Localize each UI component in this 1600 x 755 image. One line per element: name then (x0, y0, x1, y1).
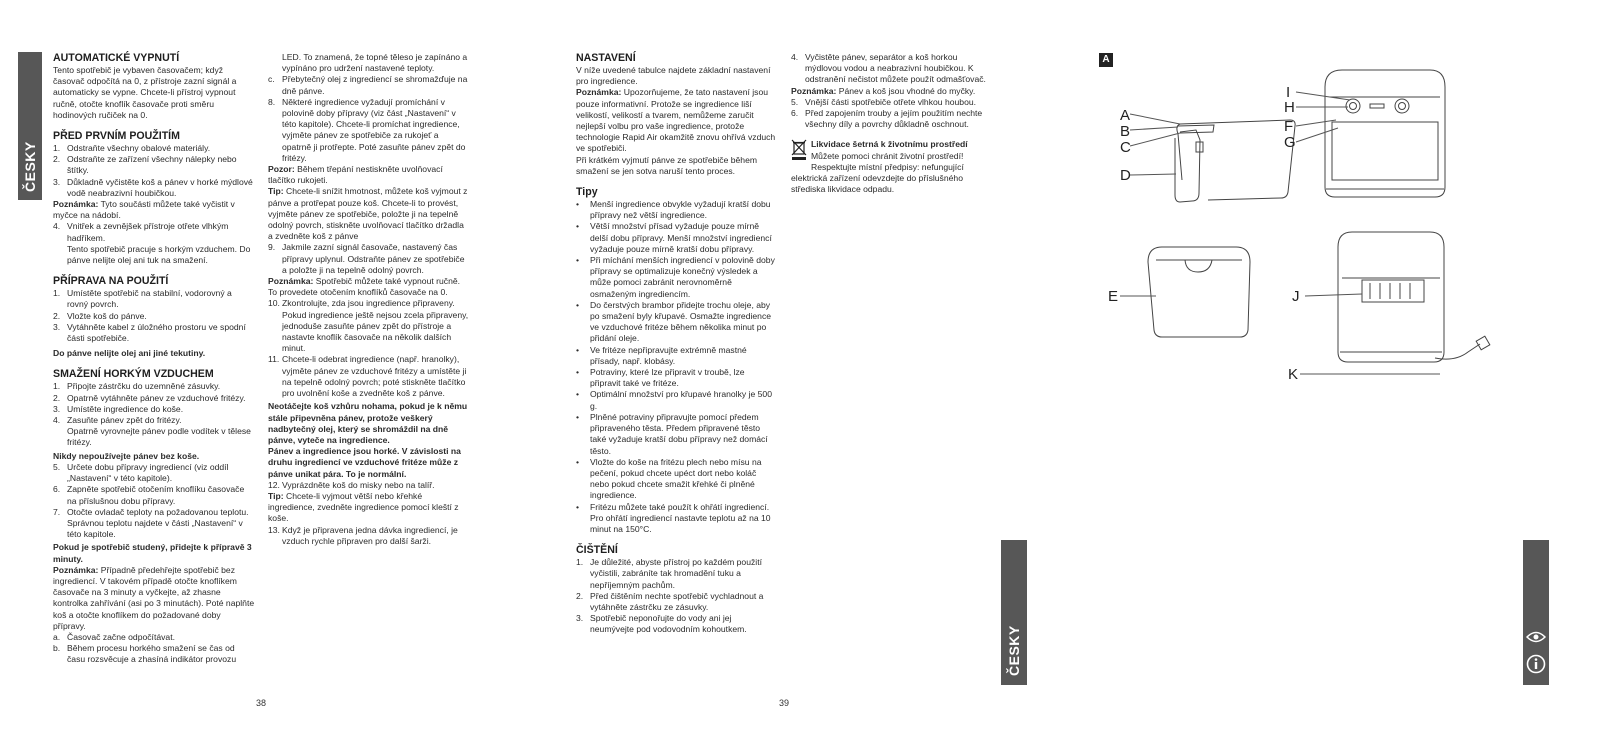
figure-label-h: H (1284, 99, 1295, 116)
page-number-left: 38 (256, 698, 267, 708)
figure-label-g: G (1284, 134, 1296, 151)
disposal-title: Likvidace šetrná k životnímu prostředí (811, 139, 968, 150)
note: Poznámka: Pánev a koš jsou vhodné do myčky. (791, 85, 976, 96)
wee-bin-icon (791, 139, 807, 161)
list-item: • Plněné potraviny připravujte pomocí předem připraveného těsta. Předem připravené těsto také vyžaduje kratší dobu přípravy než domácí těsto. (576, 411, 768, 456)
list-item: 9. Jakmile zazní signál časovače, nastavený čas přípravy uplynul. Odstraňte pánev ze spotřebiče a položte ji na tepelně odolný povrch. (268, 242, 465, 275)
cleaning-list (576, 557, 776, 635)
figure-label-d: D (1120, 167, 1131, 184)
figure-badge: A (1099, 53, 1113, 67)
tip-note: Tip: Chcete-li snížit hmotnost, můžete koš vyjmout z pánve a protřepat pouze koš. Chcete-li to provést, vyjměte pánev ze spotřebiče, položte ji na tepelně odolný povrch, stiskněte uvolňovací tlačítko držadla a zvedněte koš z pánve (268, 186, 468, 242)
before-first-use-list (53, 143, 255, 199)
tip-note: Tip: Chcete-li vyjmout větší nebo křehké ingredience, zvedněte ingredience pomocí kleští z koše. (268, 490, 459, 524)
warning-text: Nikdy nepoužívejte pánev bez koše. (53, 450, 200, 461)
list-item: • Do čerstvých brambor přidejte trochu oleje, aby po smažení byly křupavé. Osmažte ingredience ve vzduchové fritéze během několika minut po přidání oleje. (576, 299, 772, 344)
language-tab-label: ČESKY (1006, 625, 1022, 676)
list-item: 7. Otočte ovladač teploty na požadovanou teplotu. Správnou teplotu najdete v části „Nastavení“ v této kapitole. (53, 506, 249, 540)
list-item: 3. Důkladně vyčistěte koš a pánev v horké mýdlové vodě neabrazivní houbičkou. (53, 176, 253, 198)
column-1 (53, 52, 255, 666)
list-item: • Větší množství přísad vyžaduje pouze mírně delší dobu přípravy. Menší množství ingrediencí vyžaduje pouze mírně kratší dobu přípravy. (576, 221, 772, 254)
list-item: 1. Je důležité, abyste přístroj po každém použití vyčistili, zabráníte tak hromadění tuku a nepříjemným pachům. (576, 557, 762, 590)
disposal-text: Můžete pomoci chránit životní prostředí! (811, 150, 964, 161)
auto-off-text: Tento spotřebič je vybaven časovačem; když časovač odpočítá na 0, z přístroje zazní signál a automaticky se vypne. Chcete-li přístroj vypnout ručně, otočte knoflík časovače proti směru hodinových ručiček na 0. (53, 65, 237, 120)
fryer-drawing (1325, 70, 1445, 197)
list-item-continuation: LED. To znamená, že topné těleso je zapínáno a vypínáno pro udržení nastavené teploty. (282, 52, 468, 74)
list-item: 6. Zapněte spotřebič otočením knoflíku časovače na příslušnou dobu přípravy. (53, 484, 245, 506)
hot-air-frying-list (53, 381, 255, 426)
note: Poznámka: Případně předehřejte spotřebič bez ingrediencí. V takovém případě otočte knoflíkem časovače na 3 minuty a vyčkejte, až zhasne kontrolka zahřívání (asi po 3 minutách). Poté naplňte koš a otočte knoflíkem do požadované doby přípravy. (53, 564, 255, 631)
figure-label-e: E (1108, 288, 1119, 305)
warning-text: Neotáčejte koš vzhůru nohama, pokud je k němu stále připevněna pánev, protože veškerý nadbytečný olej, který se shromáždil na dně pánve, vyteče na ingredience. (268, 401, 468, 445)
settings-text: Při krátkém vyjmutí pánve ze spotřebiče během smažení se jen sotva naruší tento proces. (576, 154, 758, 176)
column-4 (791, 52, 991, 195)
language-tab-left (18, 52, 42, 200)
list-item: • Potraviny, které lze připravit v troubě, lze připravit také ve fritéze. (576, 367, 745, 389)
list-item: 1. Připojte zástrčku do uzemněné zásuvky. (53, 381, 221, 392)
hot-air-frying-list-2 (53, 462, 255, 540)
disposal-block (791, 139, 991, 195)
heading-preparation: PŘÍPRAVA NA POUŽITÍ (53, 275, 169, 288)
fryer-back-drawing (1338, 232, 1490, 362)
heading-tips: Tipy (576, 186, 598, 199)
language-tab-label: ČESKY (22, 141, 38, 192)
list-item: 2. Před čištěním nechte spotřebič vychladnout a vytáhněte zástrčku ze zásuvky. (576, 590, 764, 612)
list-item: • Ve fritéze nepřipravujte extrémně mastné přísady, např. klobásy. (576, 344, 747, 366)
note: Poznámka: Upozorňujeme, že tato nastavení jsou pouze informativní. Protože se ingredience liší velikostí, velikostí a tvarem, nemůžeme zaručit nejlepší volbu pro vaše ingredience, protože technologie Rapid Air okamžitě znovu ohřívá vzduch ve spotřebiči. (576, 87, 776, 154)
list-item: 2. Vložte koš do pánve. (53, 310, 147, 321)
preparation-list (53, 288, 255, 344)
list-item: 1. Odstraňte všechny obalové materiály. (53, 143, 211, 154)
list-item-continuation: Tento spotřebič pracuje s horkým vzduchem. Do pánve nelijte olej ani tuk na smažení. (67, 243, 251, 266)
note: Poznámka: Tyto součásti můžete také vyčistit v myčce na nádobí. (53, 199, 235, 221)
list-item-continuation: Opatrně vyrovnejte pánev podle vodítek v tělese fritézy. (67, 426, 251, 448)
page-number-right: 39 (779, 698, 790, 708)
basket-drawing (1175, 120, 1295, 202)
column-2 (268, 52, 470, 547)
list-item: 6. Před zapojením trouby a jejím použitím nechte všechny díly a povrchy důkladně oschnout. (791, 108, 983, 130)
list-item: 3. Umístěte ingredience do koše. (53, 403, 184, 414)
list-item: 8. Některé ingredience vyžadují promíchání v polovině doby přípravy (viz část „Nastavení“ v této kapitole). Chcete-li promíchat ingredience, vyjměte pánev ze spotřebiče za rukojeť a opatrně ji protřepte. Poté zasuňte pánev zpět do fritézy. (268, 96, 466, 163)
info-icon (1526, 654, 1546, 674)
language-tab-right (1001, 540, 1027, 685)
list-item: • Při míchání menších ingrediencí v polovině doby přípravy se optimalizuje konečný výsledek a může pomoci zabránit nerovnoměrně osmaženým ingrediencím. (576, 255, 775, 299)
caution-note: Pozor: Během třepání nestiskněte uvolňovací tlačítko rukojeti. (268, 164, 443, 186)
list-item: 5. Určete dobu přípravy ingrediencí (viz oddíl „Nastavení“ v této kapitole). (53, 461, 229, 484)
figure-label-j: J (1292, 288, 1300, 305)
figure-label-f: F (1284, 118, 1294, 135)
list-item: b. Během procesu horkého smažení se čas od času rozsvěcuje a zhasíná indikátor provozu (53, 643, 237, 665)
heading-before-first-use: PŘED PRVNÍM POUŽITÍM (53, 130, 180, 143)
list-item: 13. Když je připravena jedna dávka ingrediencí, je vzduch rychle připraven pro další šarži. (268, 524, 458, 546)
figure-label-k: K (1288, 366, 1299, 383)
list-item: • Optimální množství pro křupavé hranolky je 500 g. (576, 389, 772, 411)
figure-label-c: C (1120, 139, 1131, 156)
list-item: • Vložte do koše na fritézu plech nebo mísu na pečení, pokud chcete upéct dort nebo koláč nebo pokud chcete smažit křehké či plněné ingredience. (576, 456, 762, 501)
list-item: 3. Vytáhněte kabel z úložného prostoru ve spodní části spotřebiče. (53, 321, 246, 344)
list-item: 2. Odstraňte ze zařízení všechny nálepky nebo štítky. (53, 154, 237, 176)
list-item: c. Přebytečný olej z ingrediencí se shromažďuje na dně pánve. (268, 74, 468, 96)
disposal-text: Respektujte místní předpisy: nefungující elektrická zařízení odevzdejte do příslušného střediska likvidace odpadu. (791, 161, 964, 195)
heading-hot-air-frying: SMAŽENÍ HORKÝM VZDUCHEM (53, 368, 214, 381)
list-item: • Menší ingredience obvykle vyžadují kratší dobu přípravy než větší ingredience. (576, 199, 771, 221)
list-item: 2. Opatrně vytáhněte pánev ze vzduchové fritézy. (53, 392, 246, 403)
list-item: 10. Zkontrolujte, zda jsou ingredience připraveny. Pokud ingredience ještě nejsou zcela připraveny, jednoduše zasuňte pánev zpět do přístroje a nastavte knoflík časovače na několik dalších minut. (268, 298, 469, 354)
heading-settings: NASTAVENÍ (576, 52, 636, 64)
list-item: 4. Vnitřek a zevnějšek přístroje otřete vlhkým hadříkem. (53, 221, 229, 243)
figure-label-i: I (1286, 84, 1291, 101)
eye-icon (1526, 630, 1546, 644)
settings-text: V níže uvedené tabulce najdete základní nastavení pro ingredience. (576, 65, 771, 87)
product-figure (1100, 62, 1510, 392)
list-item: 3. Spotřebič neponořujte do vody ani jej neumývejte pod vodovodním kohoutkem. (576, 613, 747, 635)
figure-label-a: A (1120, 107, 1131, 124)
heading-cleaning: ČIŠTĚNÍ (576, 544, 618, 557)
figure-label-b: B (1120, 123, 1131, 140)
list-item: 5. Vnější části spotřebiče otřete vlhkou houbou. (791, 96, 977, 107)
list-item: 4. Vyčistěte pánev, separátor a koš horkou mýdlovou vodou a neabrazivní houbičkou. K odstranění nečistot můžete použít odmašťovač. (791, 52, 986, 85)
list-item: 4. Zasuňte pánev zpět do fritézy. (53, 415, 182, 426)
list-item: 11. Chcete-li odebrat ingredience (např. hranolky), vyjměte pánev ze vzduchové fritézy a umístěte ji na tepelně odolný povrch; poté stiskněte tlačítko pro uvolnění koše a zvedněte koš z pánve. (268, 354, 467, 399)
letter-list (53, 632, 255, 666)
note: Poznámka: Spotřebič můžete také vypnout ručně. To provedete otočením knoflíků časovače na 0. (268, 276, 461, 298)
warning-text: Do pánve nelijte olej ani jiné tekutiny. (53, 348, 206, 359)
warning-text: Pánev a ingredience jsou horké. V závislosti na druhu ingrediencí ve vzduchové fritéze může z pánve unikat pára. To je normální. (268, 446, 461, 479)
list-item: 1. Umístěte spotřebič na stabilní, vodorovný a rovný povrch. (53, 288, 232, 310)
list-item: a. Časovač začne odpočítávat. (53, 631, 175, 642)
list-item: 12. Vyprázdněte koš do misky nebo na talíř. (268, 479, 435, 490)
icon-tab (1523, 540, 1549, 685)
pan-drawing (1148, 247, 1250, 337)
tips-list (576, 199, 776, 535)
warning-text: Pokud je spotřebič studený, přidejte k přípravě 3 minuty. (53, 542, 252, 564)
column-3 (576, 52, 776, 636)
heading-auto-off: AUTOMATICKÉ VYPNUTÍ (53, 52, 180, 64)
list-item: • Fritézu můžete také použít k ohřátí ingrediencí. Pro ohřátí ingrediencí nastavte teplotu až na 10 minut na 150°C. (576, 501, 771, 534)
